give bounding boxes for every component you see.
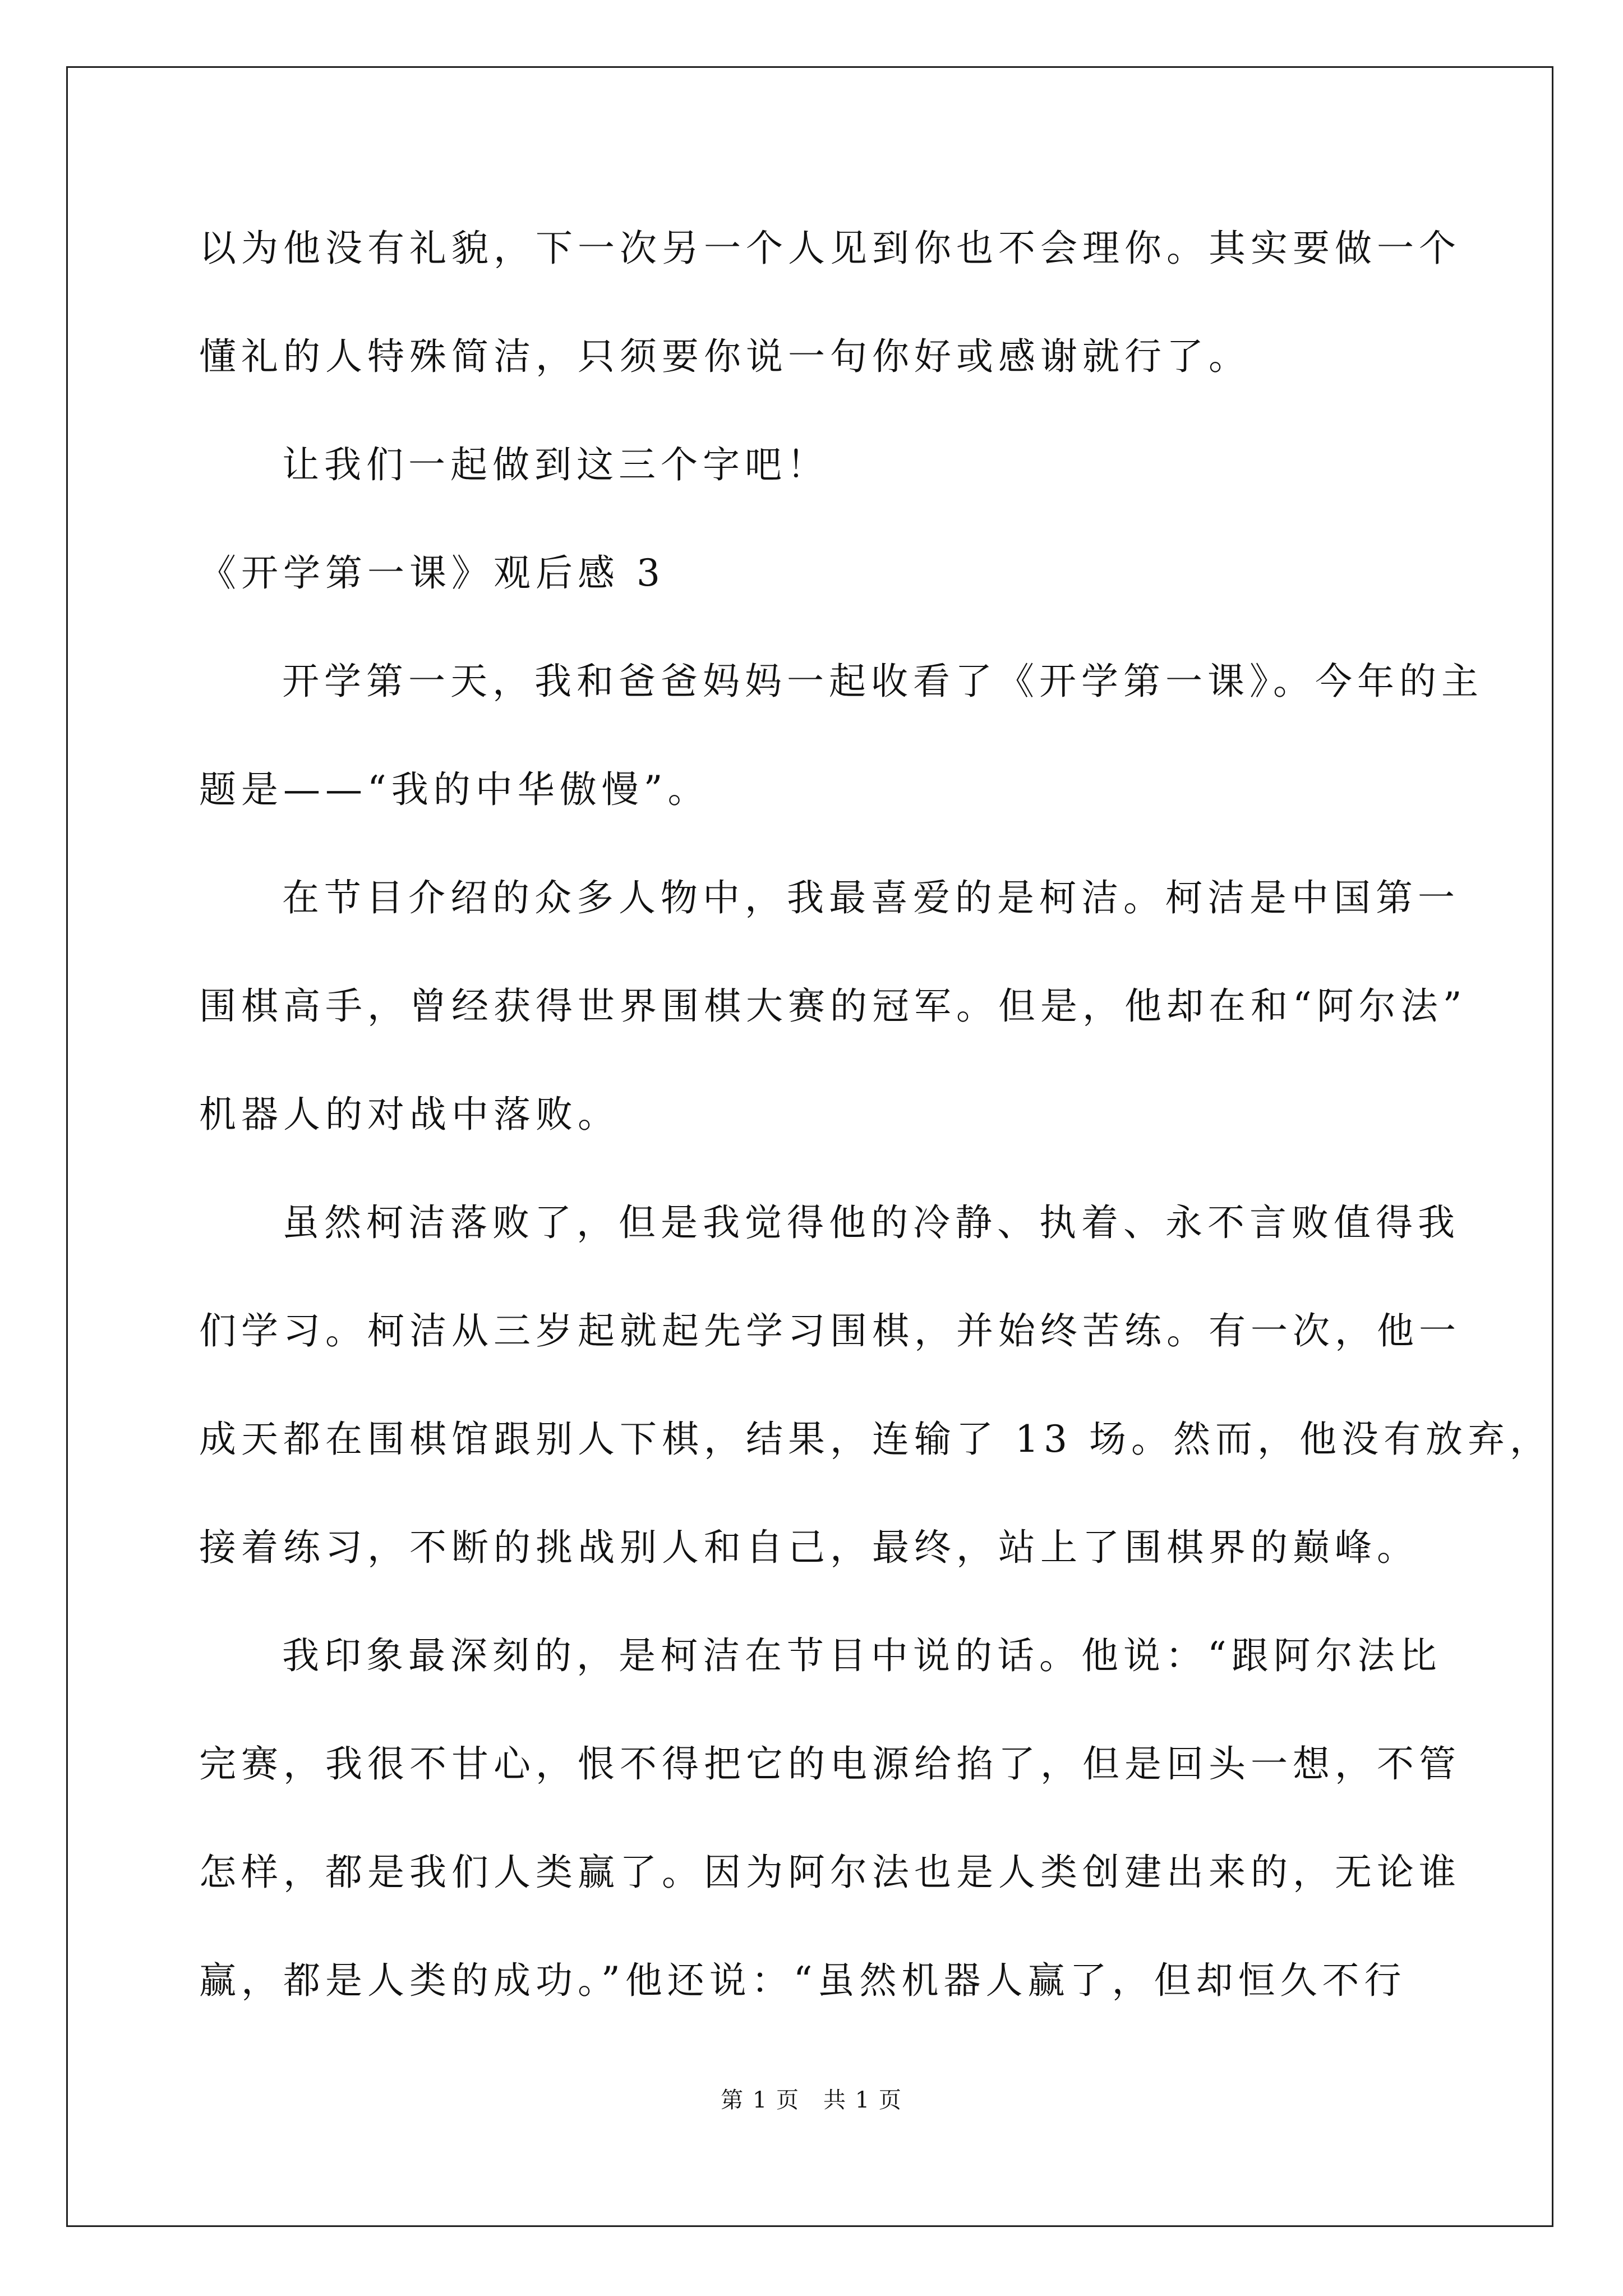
text-line: 围棋高手，曾经获得世界围棋大赛的冠军。但是，他却在和“阿尔法” [199,984,1467,1028]
text-line: 赢，都是人类的成功。”他还说：“虽然机器人赢了，但却恒久不行 [199,1959,1407,2002]
text-line: 我印象最深刻的，是柯洁在节目中说的话。他说：“跟阿尔法比 [282,1634,1442,1677]
text-line: 虽然柯洁落败了，但是我觉得他的冷静、执着、永不言败值得我 [282,1201,1460,1244]
text-line: 成天都在围棋馆跟别人下棋，结果，连输了 13 场。然而，他没有放弃， [199,1418,1552,1461]
section-heading: 《开学第一课》观后感 3 [199,551,665,595]
text-line: 以为他没有礼貌，下一次另一个人见到你也不会理你。其实要做一个 [199,227,1461,270]
text-line: 题是——“我的中华傲慢”。 [199,768,710,811]
text-line: 懂礼的人特殊简洁，只须要你说一句你好或感谢就行了。 [199,335,1251,378]
text-line: 让我们一起做到这三个字吧！ [282,443,829,486]
text-line: 在节目介绍的众多人物中，我最喜爱的是柯洁。柯洁是中国第一 [282,876,1460,919]
text-line: 怎样，都是我们人类赢了。因为阿尔法也是人类创建出来的，无论谁 [199,1851,1461,1894]
page-border [66,66,1553,2227]
text-line: 机器人的对战中落败。 [199,1093,620,1136]
text-line: 接着练习，不断的挑战别人和自己，最终，站上了围棋界的巅峰。 [199,1526,1419,1569]
text-line: 开学第一天，我和爸爸妈妈一起收看了《开学第一课》。今年的主 [282,660,1483,703]
text-line: 完赛，我很不甘心，恨不得把它的电源给掐了，但是回头一想，不管 [199,1742,1461,1786]
page-footer: 第 1 页 共 1 页 [721,2087,902,2113]
text-line: 们学习。柯洁从三岁起就起先学习围棋，并始终苦练。有一次，他一 [199,1309,1461,1352]
